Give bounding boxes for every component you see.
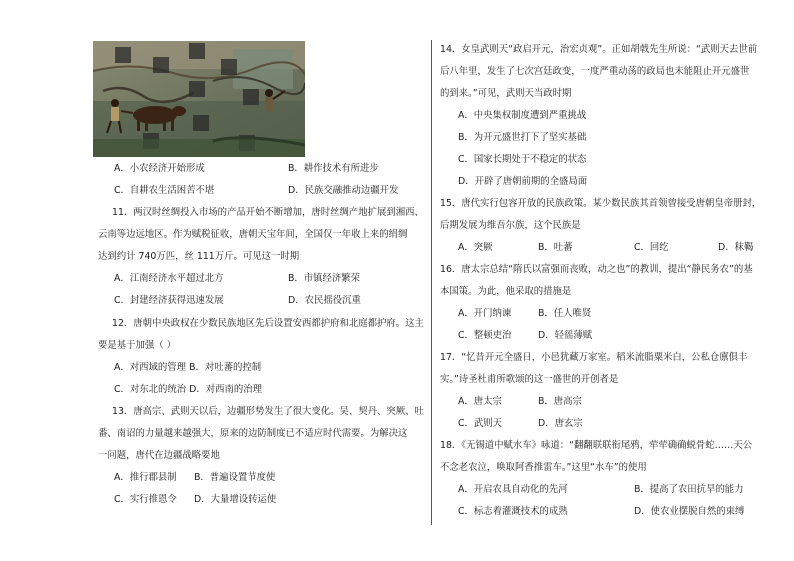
q10-option-d[interactable]: D．民族交融推动边疆开发	[288, 185, 399, 196]
q11-text-line-3: 达到约计 740万匹，丝 111万斤。可见这一时期	[98, 251, 300, 262]
q17-option-b[interactable]: B．唐高宗	[538, 396, 582, 407]
q14-option-b[interactable]: B．为开元盛世打下了坚实基础	[458, 132, 587, 143]
q12-text-line-1: 12．唐朝中央政权在少数民族地区先后设置安西都护府和北庭都护府。这主	[112, 318, 424, 329]
q18-text-line-2: 不念老农泣，唤取阿香推雷车。”这里“水车”的使用	[440, 462, 647, 473]
q15-text-line-1: 15．唐代实行包容开放的民族政策。某少数民族其首领曾接受唐朝皇帝册封，	[440, 198, 762, 209]
q13-option-d[interactable]: D．大量增设转运使	[194, 494, 277, 505]
q13-text-line-3: 一问题，唐代在边疆战略要地	[98, 450, 220, 461]
q16-option-c[interactable]: C．整顿吏治	[458, 330, 512, 341]
q15-option-b[interactable]: B．吐蕃	[538, 242, 573, 253]
mural-painting-icon	[93, 41, 305, 157]
q12-text-line-2: 要是基于加强（ ）	[98, 340, 176, 351]
q11-option-b[interactable]: B．市镇经济繁荣	[288, 273, 361, 284]
q17-text-line-1: 17．“忆昔开元全盛日，小邑犹藏万家室。稻米流脂粟米白，公私仓廪俱丰	[440, 352, 748, 363]
q17-option-c[interactable]: C．武则天	[458, 418, 503, 429]
q13-text-line-2: 番、南诏的力量越来越强大，原来的边防制度已不适应时代需要。为解决这	[98, 428, 408, 439]
q18-option-c[interactable]: C．标志着灌溉技术的成熟	[458, 506, 568, 517]
q18-option-a[interactable]: A．开启农具自动化的先河	[458, 484, 568, 495]
q18-text-line-1: 18．《无锡道中赋水车》咏道：“翻翻联联衔尾鸦，荦荦确确蜕骨蛇……天公	[440, 440, 753, 451]
q16-text-line-2: 本国策。为此，他采取的措施是	[440, 286, 572, 297]
q10-option-c[interactable]: C．自耕农生活困苦不堪	[114, 185, 215, 196]
q13-option-b[interactable]: B．普遍设置节度使	[194, 472, 276, 483]
q11-text-line-2: 云南等边远地区。作为赋税征收，唐朝天宝年间，全国仅一年收上来的绢绸	[98, 229, 408, 240]
q10-option-a[interactable]: A．小农经济开始形成	[114, 163, 205, 174]
q18-option-d[interactable]: D．使农业摆脱自然的束缚	[634, 506, 745, 517]
q15-option-d[interactable]: D．秣鞨	[718, 242, 754, 253]
q10-option-b[interactable]: B．耕作技术有所进步	[288, 163, 379, 174]
q17-text-line-2: 实。”诗圣杜甫所歌颂的这一盛世的开创者是	[440, 374, 619, 385]
q16-option-b[interactable]: B．任人唯贤	[538, 308, 592, 319]
q16-text-line-1: 16．唐太宗总结“隋氏以富强而丧败，动之也”的教训，提出“静民务农”的基	[440, 264, 753, 275]
q12-options-cd[interactable]: C．对东北的统治 D．对西南的治理	[114, 384, 262, 395]
q14-option-d[interactable]: D．开辟了唐朝前期的全盛局面	[458, 176, 588, 187]
q12-options-ab[interactable]: A．对西域的管理 B．对吐蕃的控制	[114, 362, 262, 373]
q16-option-d[interactable]: D．轻徭薄赋	[538, 330, 593, 341]
q17-option-d[interactable]: D．唐玄宗	[538, 418, 583, 429]
q11-option-c[interactable]: C．封建经济获得迅速发展	[114, 295, 224, 306]
q14-text-line-3: 的到来。”可见，武则天当政时期	[440, 88, 572, 99]
q13-option-c[interactable]: C．实行推恩令	[114, 494, 177, 505]
q11-text-line-1: 11．两汉时丝绸投入市场的产品开始不断增加，唐时丝绸产地扩展到湘西、	[112, 207, 424, 218]
column-divider	[431, 40, 432, 525]
q17-option-a[interactable]: A．唐太宗	[458, 396, 502, 407]
q14-text-line-1: 14．女皇武则天“政启开元，治宏贞观”。正如胡戟先生所说：“武则天去世前	[440, 44, 758, 55]
q13-option-a[interactable]: A．推行郡县制	[114, 472, 177, 483]
q18-option-b[interactable]: B．提高了农田抗旱的能力	[634, 484, 744, 495]
q15-text-line-2: 后期发展为维吾尔族，这个民族是	[440, 220, 581, 231]
mural-ox-plowing-image	[93, 41, 305, 157]
q15-option-c[interactable]: C．回纥	[634, 242, 669, 253]
q11-option-d[interactable]: D．农民摇役沉重	[288, 295, 361, 306]
q16-option-a[interactable]: A．开门纳谏	[458, 308, 512, 319]
q15-option-a[interactable]: A．突厥	[458, 242, 493, 253]
q14-text-line-2: 后八年里，发生了七次宫廷政变，一度严重动荡的政局也未能阻止开元盛世	[440, 66, 750, 77]
q14-option-c[interactable]: C．国家长期处于不稳定的状态	[458, 154, 587, 165]
q13-text-line-1: 13．唐高宗、武则天以后，边疆形势发生了很大变化。吴、契丹、突厥、吐	[112, 406, 424, 417]
q14-option-a[interactable]: A．中央集权制度遭到严重挑战	[458, 110, 587, 121]
q11-option-a[interactable]: A．江南经济水平超过北方	[114, 273, 224, 284]
